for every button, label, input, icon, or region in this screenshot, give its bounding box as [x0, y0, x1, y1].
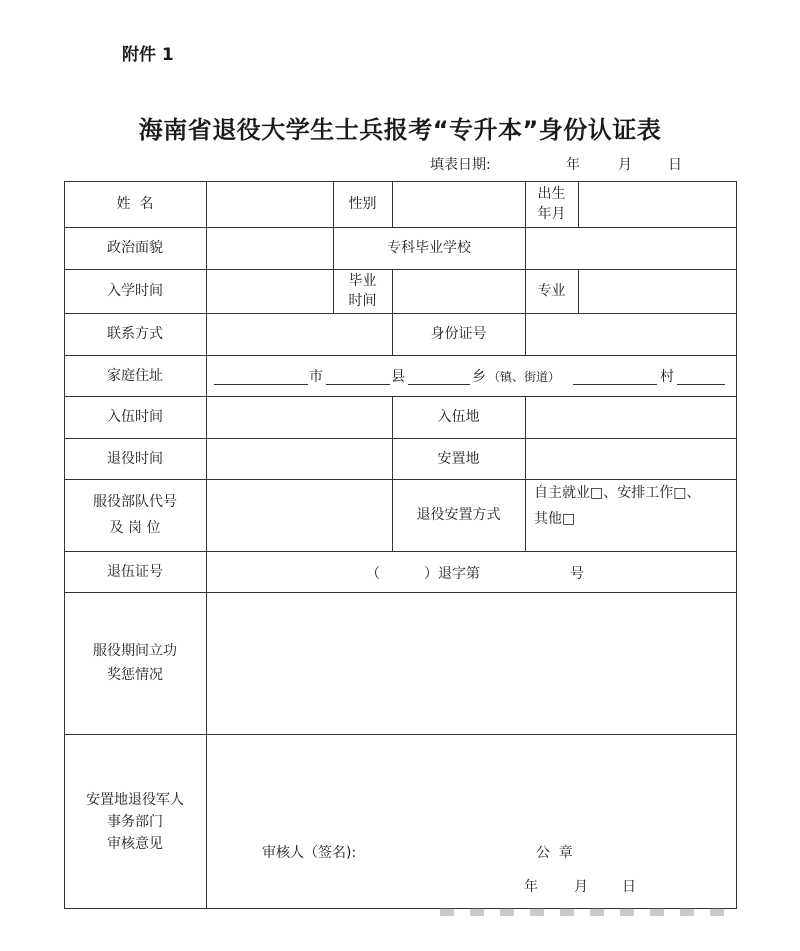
enroll-input[interactable]: [207, 270, 333, 313]
reviewer-signature-label: 审核人（签名):: [262, 845, 357, 861]
id-label: 身份证号: [430, 326, 487, 342]
settle-place-label: 安置地: [437, 450, 480, 467]
attachment-label: 附件 1: [122, 45, 174, 65]
settle-method-label: 退役安置方式: [416, 507, 501, 523]
major-input[interactable]: [579, 270, 736, 313]
address-extra-blank[interactable]: [677, 368, 725, 385]
fill-date-day: 日: [668, 157, 682, 173]
political-input[interactable]: [207, 228, 333, 269]
address-town-label: 乡: [472, 369, 486, 385]
cert-num-suffix: 号: [570, 566, 584, 582]
address-city-blank[interactable]: [214, 368, 308, 385]
enlist-place-label: 入伍地: [437, 409, 480, 425]
name-input[interactable]: [207, 182, 333, 227]
cert-open-paren: （: [366, 566, 380, 582]
address-county-blank[interactable]: [326, 368, 390, 385]
page-title: 海南省退役大学生士兵报考“专升本”身份认证表: [138, 116, 662, 144]
gender-label: 性别: [348, 196, 377, 212]
address-city-label: 市: [309, 369, 323, 385]
grad-input[interactable]: [393, 270, 525, 313]
scan-artifact: [440, 908, 740, 916]
review-label: 安置地退役军人 事务部门 审核意见: [86, 791, 184, 852]
fill-date-month: 月: [618, 157, 632, 173]
cert-prefix-input[interactable]: [382, 555, 422, 589]
enroll-label: 入学时间: [107, 283, 163, 299]
settle-method-options[interactable]: 自主就业□、安排工作□、 其他□: [534, 485, 701, 527]
cert-mid-text: ）退字第: [424, 566, 480, 582]
college-label: 专科毕业学校: [387, 240, 471, 256]
birth-label: 出生 年月: [537, 186, 566, 222]
address-town-note: （镇、街道）: [488, 370, 561, 384]
review-month-label: 月: [574, 879, 588, 895]
birth-input[interactable]: [579, 182, 736, 227]
address-village-blank[interactable]: [573, 368, 657, 385]
contact-input[interactable]: [207, 314, 392, 355]
retire-time-label: 退役时间: [107, 450, 163, 467]
id-input[interactable]: [526, 314, 736, 355]
address-village-label: 村: [660, 369, 674, 385]
political-label: 政治面貌: [107, 240, 163, 256]
unit-label: 服役部队代号 及 岗 位: [93, 494, 177, 536]
official-seal-label: 公 章: [536, 845, 573, 861]
grad-label: 毕业 时间: [348, 273, 377, 309]
major-label: 专业: [537, 283, 566, 299]
reviewer-signature-input[interactable]: [378, 838, 498, 864]
fill-date-year: 年: [566, 157, 580, 173]
name-label: 姓 名: [116, 196, 154, 212]
address-county-label: 县: [391, 369, 405, 385]
cert-number-input[interactable]: [490, 555, 566, 589]
settle-place-input[interactable]: [526, 439, 736, 479]
cert-label: 退伍证号: [107, 563, 163, 580]
college-input[interactable]: [526, 228, 736, 269]
gender-input[interactable]: [393, 182, 525, 227]
address-town-blank[interactable]: [408, 368, 470, 385]
merit-input[interactable]: [207, 593, 736, 734]
enlist-time-label: 入伍时间: [107, 409, 163, 425]
review-year-label: 年: [524, 879, 538, 895]
contact-label: 联系方式: [107, 326, 163, 342]
fill-date-label: 填表日期:: [430, 157, 491, 173]
enlist-time-input[interactable]: [207, 397, 392, 438]
enlist-place-input[interactable]: [526, 397, 736, 438]
address-label: 家庭住址: [107, 367, 163, 384]
review-opinion-input[interactable]: [207, 735, 736, 835]
review-day-label: 日: [622, 879, 636, 895]
merit-label: 服役期间立功 奖惩情况: [93, 643, 177, 683]
retire-time-input[interactable]: [207, 439, 392, 479]
unit-input[interactable]: [207, 480, 392, 551]
